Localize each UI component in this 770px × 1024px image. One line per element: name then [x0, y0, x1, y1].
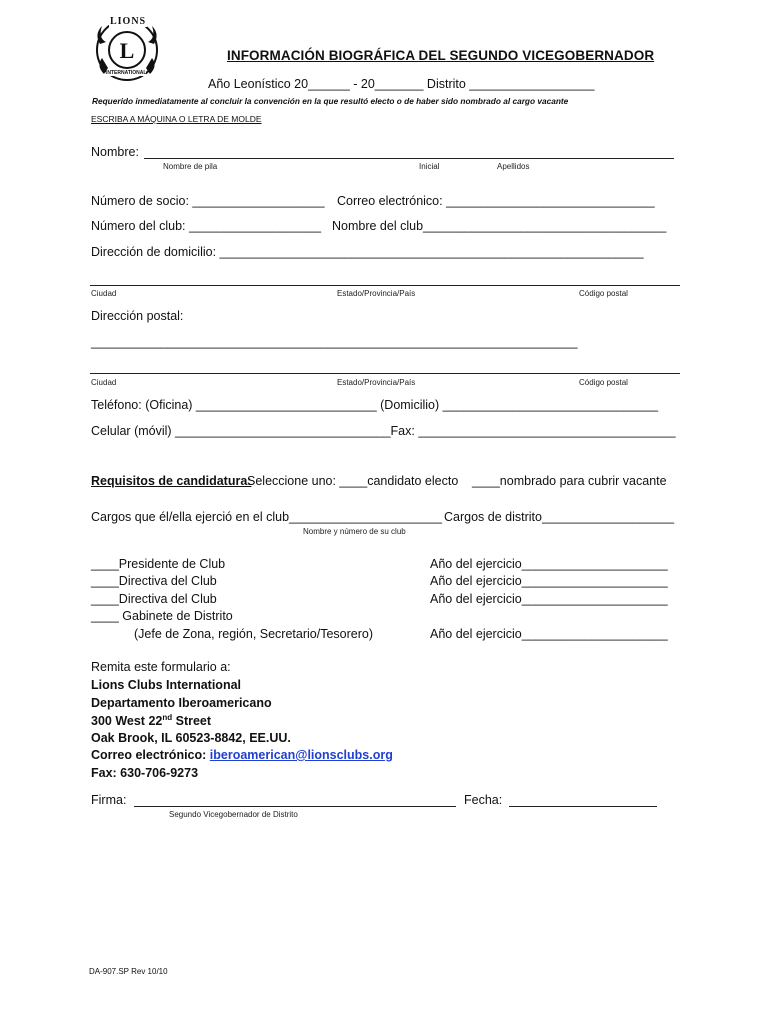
send-fax: Fax: 630-706-9273 — [91, 766, 199, 780]
send-organization: Lions Clubs International — [91, 678, 242, 692]
requirement-note: Requerido inmediatamente al concluir la convención en la que resultó electo o de haber sido nombrado al cargo vacante — [92, 96, 569, 106]
state-caption: Estado/Provincia/País — [337, 289, 416, 298]
office-board-year-2[interactable]: Año del ejercicio_____________________ — [430, 592, 668, 606]
year-district-line[interactable]: Año Leonístico 20______ - 20_______ Distrito __________________ — [208, 77, 595, 91]
phone-office-home-field[interactable]: Teléfono: (Oficina) __________________________ (Domicilio) _______________________________ — [91, 398, 659, 412]
postal-address-label: Dirección postal: — [91, 309, 184, 323]
city-caption: Ciudad — [91, 289, 117, 298]
candidacy-elected-option[interactable]: Seleccione uno: ____candidato electo — [247, 474, 459, 488]
home-address-field[interactable]: Dirección de domicilio: _____________________________________________________________ — [91, 245, 644, 259]
postal-address-line-2[interactable] — [90, 373, 680, 374]
email-field[interactable]: Correo electrónico: ______________________________ — [337, 194, 655, 208]
club-number-field[interactable]: Número del club: ___________________ — [91, 219, 322, 233]
form-title: INFORMACIÓN BIOGRÁFICA DEL SEGUNDO VICEGOBERNADOR — [227, 48, 655, 63]
instruction-note: ESCRIBA A MÁQUINA O LETRA DE MOLDE — [91, 114, 262, 124]
office-president-year[interactable]: Año del ejercicio_____________________ — [430, 557, 668, 571]
name-field[interactable] — [144, 158, 674, 159]
last-name-caption: Apellidos — [497, 162, 530, 171]
candidacy-vacancy-option[interactable]: ____nombrado para cubrir vacante — [472, 474, 667, 488]
name-label: Nombre: — [91, 145, 139, 159]
lions-logo — [92, 14, 162, 84]
send-intro: Remita este formulario a: — [91, 660, 231, 674]
postal-address-line-1[interactable]: ______________________________________________________________________ — [91, 335, 578, 349]
logo-text: LIONS — [110, 16, 147, 27]
office-board-option-1[interactable]: ____Directiva del Club — [91, 574, 217, 588]
office-cabinet-year[interactable]: Año del ejercicio_____________________ — [430, 627, 668, 641]
send-email-row — [91, 748, 393, 762]
postal-zip-caption: Código postal — [579, 378, 628, 387]
candidacy-label: Requisitos de candidatura: — [91, 474, 252, 488]
postal-city-caption: Ciudad — [91, 378, 117, 387]
home-address-line-2[interactable] — [90, 285, 680, 286]
district-offices-field[interactable]: Cargos de distrito___________________ — [444, 510, 675, 524]
club-offices-field[interactable]: Cargos que él/ella ejerció en el club______________________ — [91, 510, 442, 524]
form-code: DA-907.SP Rev 10/10 — [89, 967, 168, 976]
signature-caption: Segundo Vicegobernador de Distrito — [169, 810, 298, 819]
send-street — [91, 713, 211, 728]
cell-fax-field[interactable]: Celular (móvil) _______________________________Fax: _____________________________________ — [91, 424, 676, 438]
signature-field[interactable] — [134, 806, 456, 807]
send-email-link[interactable]: iberoamerican@lionsclubs.org — [209, 748, 393, 762]
date-field[interactable] — [509, 806, 657, 807]
office-board-year-1[interactable]: Año del ejercicio_____________________ — [430, 574, 668, 588]
initial-caption: Inicial — [419, 162, 440, 171]
send-department: Departamento Iberoamericano — [91, 696, 272, 710]
svg-text:L: L — [119, 38, 135, 63]
member-number-field[interactable]: Número de socio: ___________________ — [91, 194, 325, 208]
street-ordinal: nd — [162, 713, 173, 722]
club-name-number-caption: Nombre y número de su club — [303, 527, 406, 536]
logo-subtext: INTERNATIONAL — [106, 70, 147, 76]
date-label: Fecha: — [464, 793, 503, 807]
street-name: Street — [172, 714, 212, 729]
club-name-field[interactable]: Nombre del club___________________________________ — [332, 219, 667, 233]
first-name-caption: Nombre de pila — [163, 162, 218, 171]
office-president-option[interactable]: ____Presidente de Club — [91, 557, 226, 571]
send-email-label: Correo electrónico: — [91, 748, 207, 762]
office-cabinet-option[interactable]: ____ Gabinete de Distrito — [91, 609, 233, 623]
street-number: 300 West 22 — [91, 714, 163, 729]
office-board-option-2[interactable]: ____Directiva del Club — [91, 592, 217, 606]
signature-label: Firma: — [91, 793, 127, 807]
office-cabinet-detail: (Jefe de Zona, región, Secretario/Tesorero) — [134, 627, 374, 641]
postal-state-caption: Estado/Provincia/País — [337, 378, 416, 387]
send-city: Oak Brook, IL 60523-8842, EE.UU. — [91, 731, 291, 745]
zip-caption: Código postal — [579, 289, 628, 298]
